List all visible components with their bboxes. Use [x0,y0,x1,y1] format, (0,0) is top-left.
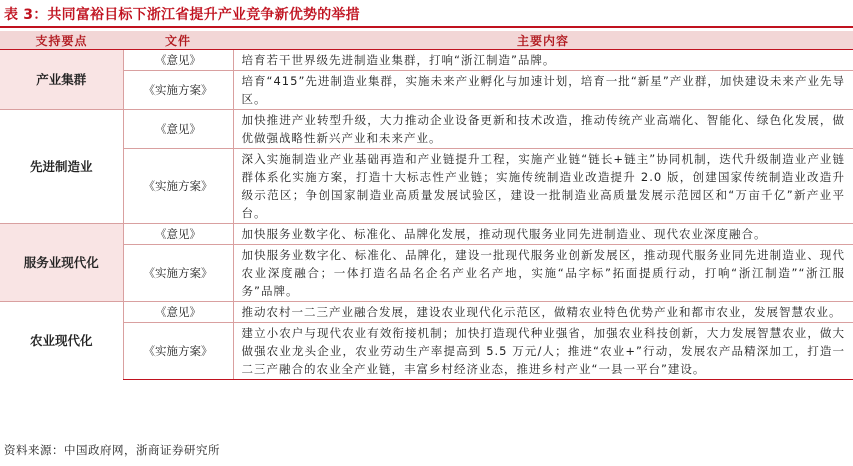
table-row [0,110,853,149]
table-row [0,323,853,380]
doc-cell: 《意见》 [123,50,233,71]
content-cell: 建立小农户与现代农业有效衔接机制；加快打造现代种业强省，加强农业科技创新，大力发展智慧农业，做大做强农业龙头企业，农业劳动生产率提高到 5.5 万元/人；推进“农业+”行动，发展农产品精深加工，打造一二三产融合的农业全产业链，丰富乡村经济业态，推进乡村产业“一县一平台”建设。 [233,323,853,380]
content-cell: 加快推进产业转型升级，大力推动企业设备更新和技术改造，推动传统产业高端化、智能化、绿色化发展，做优做强战略性新兴产业和未来产业。 [233,110,853,149]
content-cell: 深入实施制造业产业基础再造和产业链提升工程，实施产业链“链长+链主”协同机制，迭代升级制造业产业链群体系化实施方案，打造十大标志性产业链；实施传统制造业改造提升 2.0 版，创建国家传统制造业改造升级示范区；争创国家制造业高质量发展试验区，建设一批制造业高质量发展示范园区和“万亩千亿”新产业平台。 [233,149,853,224]
doc-cell: 《实施方案》 [123,71,233,110]
content-cell: 培育“415”先进制造业集群，实施未来产业孵化与加速计划，培育一批“新星”产业群，加快建设未来产业先导区。 [233,71,853,110]
content-cell: 加快服务业数字化、标准化、品牌化，建设一批现代服务业创新发展区，推动现代服务业同先进制造业、现代农业深度融合；一体打造名品名企名产业名产地，实施“品字标”拓面提质行动，打响“浙江制造”“浙江服务”品牌。 [233,245,853,302]
table-row [0,302,853,323]
table-title: 表 3：共同富裕目标下浙江省提升产业竞争新优势的举措 [4,7,360,23]
doc-cell: 《实施方案》 [123,149,233,224]
content-cell: 培育若干世界级先进制造业集群，打响“浙江制造”品牌。 [233,50,853,71]
content-cell: 推动农村一二三产业融合发展，建设农业现代化示范区，做精农业特色优势产业和都市农业，发展智慧农业。 [233,302,853,323]
category-cell: 先进制造业 [0,110,123,224]
source-note: 资料来源：中国政府网，浙商证券研究所 [4,443,220,457]
header-support-points: 支持要点 [0,31,123,50]
doc-cell: 《实施方案》 [123,245,233,302]
table-row [0,50,853,71]
title-rule [0,26,853,28]
category-cell: 农业现代化 [0,302,123,380]
doc-cell: 《意见》 [123,110,233,149]
category-cell: 产业集群 [0,50,123,110]
table-row [0,245,853,302]
table-row [0,224,853,245]
category-cell: 服务业现代化 [0,224,123,302]
doc-cell: 《意见》 [123,224,233,245]
doc-cell: 《实施方案》 [123,323,233,380]
header-row [0,31,853,50]
header-document: 文件 [123,31,233,50]
measures-table [0,31,853,380]
header-main-content: 主要内容 [233,31,853,50]
table-row [0,149,853,224]
table-row [0,71,853,110]
content-cell: 加快服务业数字化、标准化、品牌化发展，推动现代服务业同先进制造业、现代农业深度融合。 [233,224,853,245]
doc-cell: 《意见》 [123,302,233,323]
